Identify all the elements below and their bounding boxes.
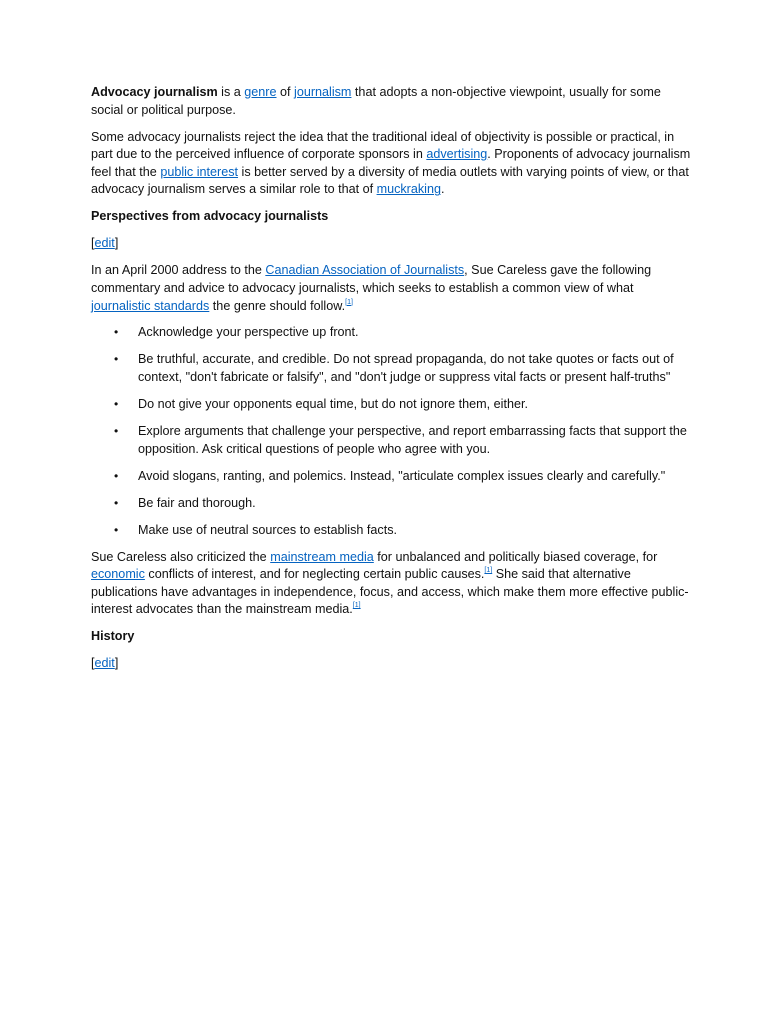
reference-link[interactable]: [1] (352, 602, 361, 610)
document-body (91, 84, 691, 682)
para3-text-1: In an April 2000 address to the (91, 263, 266, 278)
intro-text-1: is a (217, 85, 245, 99)
bullet-icon: • (114, 424, 119, 439)
link-economic[interactable]: economic (91, 567, 145, 582)
reference-link[interactable]: [1] (484, 567, 493, 575)
para4-text-3: conflicts of interest, and for neglecting certain public causes. (144, 567, 485, 582)
list-item-text: Be fair and thorough. (138, 495, 256, 510)
para2-text-3: is better served by a diversity of media outlets with varying points of view, or that advocacy journalism serves a similar role to that of (91, 164, 689, 197)
bullet-icon: • (114, 352, 119, 367)
para4-text-1: Sue Careless also criticized the (91, 549, 271, 564)
edit-bracket-close: ] (114, 236, 119, 251)
edit-link-perspectives[interactable]: edit (94, 236, 115, 251)
intro-text-2: of (276, 85, 295, 99)
bullet-icon: • (114, 397, 119, 412)
list-item-text: Avoid slogans, ranting, and polemics. Instead, "articulate complex issues clearly and carefully." (138, 468, 666, 483)
list-item-text: Do not give your opponents equal time, but do not ignore them, either. (138, 397, 528, 412)
list-item (91, 351, 691, 386)
para2-text-4: . (440, 182, 445, 197)
reference-link[interactable]: [1] (345, 298, 353, 306)
objectivity-paragraph (91, 129, 691, 199)
bullet-icon: • (114, 325, 119, 340)
para4-text-4: She said that alternative publications have advantages in independence, focus, and access, which make them more effective public-interest advocates than the mainstream media. (91, 567, 689, 617)
intro-paragraph (91, 84, 691, 119)
intro-term: Advocacy journalism (91, 85, 218, 99)
link-journalistic-standards[interactable]: journalistic standards (91, 298, 210, 313)
section-heading-history: History (91, 629, 135, 644)
bullet-icon: • (114, 522, 119, 537)
list-item (91, 423, 691, 458)
list-item (91, 468, 691, 486)
edit-bracket-open: [ (91, 656, 95, 671)
link-public-interest[interactable]: public interest (160, 164, 239, 179)
list-item-text: Explore arguments that challenge your perspective, and report embarrassing facts that support the opposition. Ask critical questions of people who agree with you. (138, 424, 687, 456)
section-edit-perspectives (91, 235, 691, 253)
list-item-text: Be truthful, accurate, and credible. Do not spread propaganda, do not take quotes or facts out of context, "don't fabricate or falsify", and "don't judge or suppress vital facts or present half-truths" (138, 352, 674, 385)
list-item-text: Acknowledge your perspective up front. (138, 325, 359, 340)
link-journalism[interactable]: journalism (294, 85, 352, 99)
list-item (91, 522, 691, 540)
bullet-icon: • (114, 495, 119, 510)
criticism-paragraph (91, 549, 691, 619)
link-advertising[interactable]: advertising (426, 147, 488, 162)
list-item-text: Make use of neutral sources to establish facts. (138, 522, 398, 537)
link-mainstream-media[interactable]: mainstream media (270, 549, 374, 564)
para2-text-1: Some advocacy journalists reject the idea that the traditional ideal of objectivity is possible or practical, in part due to the perceived influence of corporate sponsors in (91, 129, 675, 162)
link-genre[interactable]: genre (244, 85, 277, 99)
advice-list (91, 324, 691, 539)
edit-bracket-close: ] (114, 656, 119, 671)
list-item (91, 324, 691, 342)
edit-link-history[interactable]: edit (94, 656, 115, 671)
para3-text-2: , Sue Careless gave the following commentary and advice to advocacy journalists, which seeks to establish a common view of what (91, 263, 652, 295)
link-caj[interactable]: Canadian Association of Journalists (265, 263, 465, 278)
section-edit-history (91, 655, 691, 673)
list-item (91, 495, 691, 513)
address-paragraph (91, 262, 691, 315)
bullet-icon: • (114, 468, 119, 483)
edit-bracket-open: [ (91, 236, 95, 251)
para2-text-2: . Proponents of advocacy journalism feel that the (91, 147, 691, 179)
link-muckraking[interactable]: muckraking (376, 182, 441, 197)
intro-text-3: that adopts a non-objective viewpoint, usually for some social or political purpose. (91, 85, 661, 117)
section-heading-perspectives: Perspectives from advocacy journalists (91, 209, 329, 224)
para4-text-2: for unbalanced and politically biased coverage, for (373, 549, 658, 564)
list-item (91, 396, 691, 414)
para3-text-3: the genre should follow. (209, 298, 346, 313)
